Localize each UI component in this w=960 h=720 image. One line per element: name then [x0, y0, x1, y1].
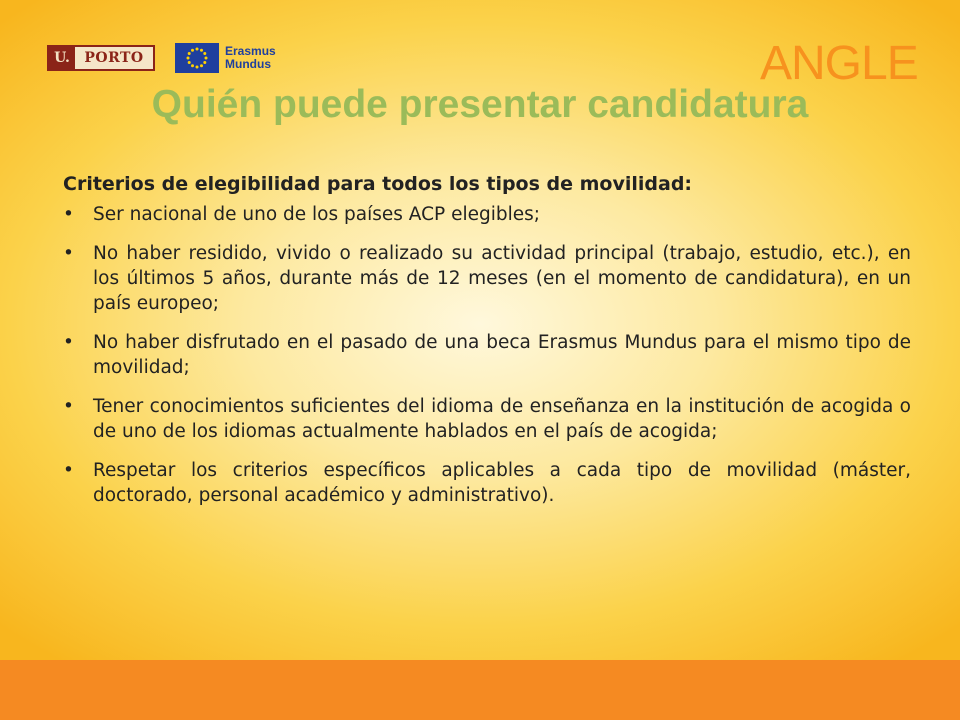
bullet-icon: •	[63, 396, 74, 417]
criteria-text: No haber disfrutado en el pasado de una beca Erasmus Mundus para el mismo tipo de movilidad;	[93, 332, 911, 378]
uporto-logo-text: PORTO	[84, 50, 144, 66]
bullet-icon: •	[63, 243, 74, 264]
uporto-logo	[47, 45, 155, 71]
bullet-icon: •	[63, 332, 74, 353]
criteria-item	[63, 394, 911, 444]
criteria-text: Tener conocimientos suficientes del idioma de enseñanza en la institución de acogida o de uno de los idiomas actualmente hablados en el país de acogida;	[93, 396, 911, 442]
criteria-item	[63, 330, 911, 380]
criteria-item	[63, 458, 911, 508]
criteria-list	[63, 202, 911, 508]
criteria-text: Ser nacional de uno de los países ACP elegibles;	[93, 204, 540, 225]
slide-body	[63, 170, 911, 522]
bullet-icon: •	[63, 204, 74, 225]
eu-flag-icon	[175, 43, 219, 73]
criteria-text: Respetar los criterios específicos aplicables a cada tipo de movilidad (máster, doctorado, personal académico y administrativo).	[93, 460, 911, 506]
criteria-text: No haber residido, vivido o realizado su actividad principal (trabajo, estudio, etc.), en los últimos 5 años, durante más de 12 meses (en el momento de candidatura), en un país europeo;	[93, 243, 911, 314]
erasmus-mundus-logo	[175, 43, 276, 73]
erasmus-mundus-wordmark	[225, 45, 276, 71]
erasmus-word: Erasmus	[225, 44, 276, 58]
mundus-word: Mundus	[225, 57, 271, 71]
uporto-logo-u: U.	[49, 47, 75, 69]
criteria-item	[63, 241, 911, 316]
footer-bar	[0, 660, 960, 720]
criteria-item	[63, 202, 911, 227]
bullet-icon: •	[63, 460, 74, 481]
criteria-subtitle: Criterios de elegibilidad para todos los tipos de movilidad:	[63, 173, 693, 195]
angle-logo: ANGLE	[760, 37, 918, 90]
slide-title: Quién puede presentar candidatura	[151, 83, 809, 126]
